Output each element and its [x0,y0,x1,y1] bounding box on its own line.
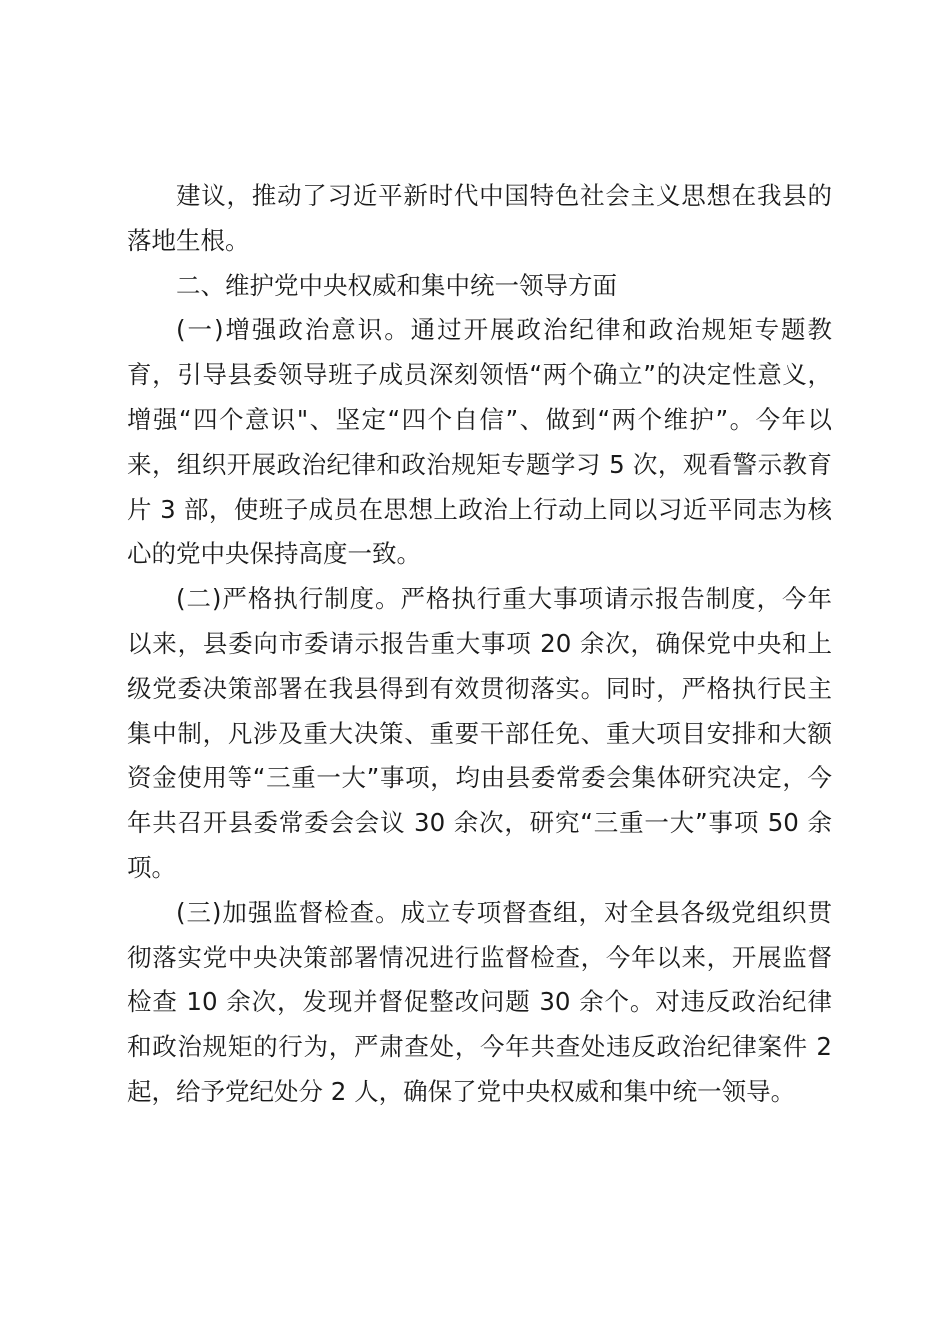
paragraph-supervision: (三)加强监督检查。成立专项督查组，对全县各级党组织贯彻落实党中央决策部署情况进行监督检查，今年以来，开展监督检查 10 余次，发现并督促整改问题 30 余个。对违反政治纪律和政治规矩的行为，严肃查处，今年共查处违反政治纪律案件 2 起，给予党纪处分 2 人，确保了党中央权威和集中统一领导。 [127,897,832,1106]
paragraph-political-awareness: (一)增强政治意识。通过开展政治纪律和政治规矩专题教育，引导县委领导班子成员深刻领悟“两个确立”的决定性意义，增强“四个意识"、坚定“四个自信”、做到“两个维护”。今年以来，组织开展政治纪律和政治规矩专题学习 5 次，观看警示教育片 3 部，使班子成员在思想上政治上行动上同以习近平同志为核心的党中央保持高度一致。 [127,315,832,569]
section-heading: 二、维护党中央权威和集中统一领导方面 [176,270,617,300]
paragraph-continuation: 建议，推动了习近平新时代中国特色社会主义思想在我县的落地生根。 [127,181,832,255]
paragraph-system-execution: (二)严格执行制度。严格执行重大事项请示报告制度，今年以来，县委向市委请示报告重大事项 20 余次，确保党中央和上级党委决策部署在我县得到有效贯彻落实。同时，严格执行民主集中制，凡涉及重大决策、重要干部任免、重大项目安排和大额资金使用等“三重一大”事项，均由县委常委会集体研究决定，今年共召开县委常委会会议 30 余次，研究“三重一大”事项 50 余项。 [127,584,832,882]
document-body [127,174,832,1115]
